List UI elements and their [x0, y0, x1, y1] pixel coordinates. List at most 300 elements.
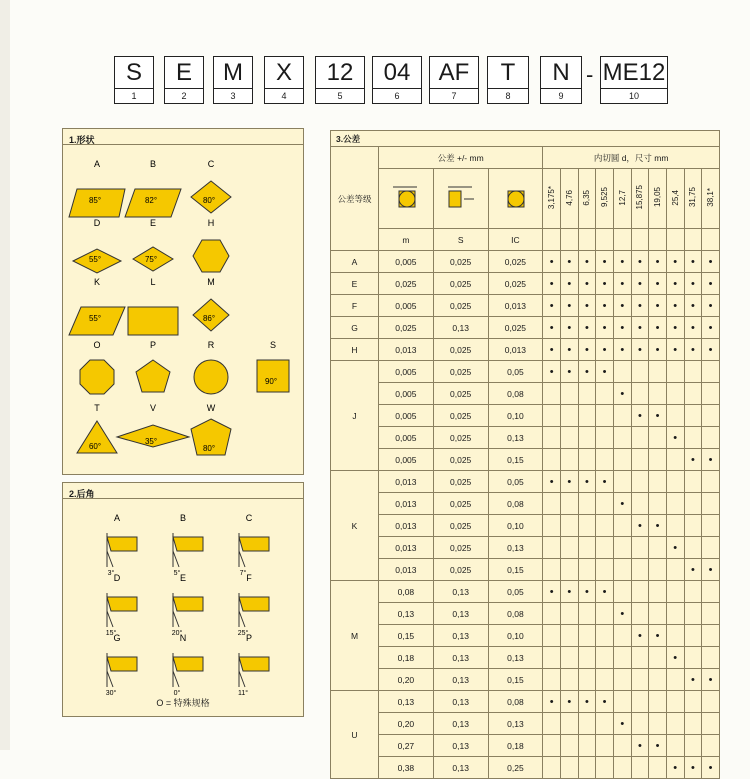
table-row: [331, 647, 720, 669]
clearance-insert-F: [239, 597, 269, 611]
empty-cell: [613, 559, 631, 581]
empty-cell: [649, 603, 667, 625]
empty-cell: [560, 713, 578, 735]
empty-cell: [543, 625, 561, 647]
empty-cell: [702, 581, 720, 603]
shape-label-O: O: [93, 340, 101, 350]
empty-cell: [666, 735, 684, 757]
empty-cell: [631, 647, 649, 669]
code-position-number: 6: [373, 88, 421, 103]
code-char: M: [223, 59, 243, 86]
empty-cell: [684, 647, 702, 669]
availability-dot: •: [596, 295, 614, 317]
tol-cell: 0,025: [433, 515, 488, 537]
empty-cell: [596, 493, 614, 515]
code-position-number: 3: [214, 88, 252, 103]
availability-dot: •: [666, 427, 684, 449]
availability-dot: •: [631, 251, 649, 273]
empty-cell: [596, 405, 614, 427]
code-box-9: [540, 56, 582, 104]
size-label: 3,175*: [547, 185, 557, 210]
code-box-8: [487, 56, 529, 104]
empty-cell: [631, 383, 649, 405]
tol-cell: 0,025: [433, 383, 488, 405]
empty-cell: [649, 713, 667, 735]
tol-cell: 0,013: [379, 559, 434, 581]
tol-cell: 0,025: [379, 273, 434, 295]
blank-hdr: [578, 229, 596, 251]
shape-S: [257, 360, 289, 392]
clearance-label-E: E: [179, 573, 187, 583]
size-label: 19,05: [653, 187, 663, 208]
tol-cell: 0,10: [488, 405, 543, 427]
empty-cell: [578, 383, 596, 405]
tol-cell: 0,025: [433, 295, 488, 317]
clearance-angles-svg: [63, 483, 305, 718]
availability-dot: •: [684, 449, 702, 471]
empty-cell: [666, 405, 684, 427]
empty-cell: [702, 625, 720, 647]
empty-cell: [666, 515, 684, 537]
tol-cell: 0,13: [379, 603, 434, 625]
size-label: 15,875: [635, 185, 645, 210]
tol-col-1: S: [433, 229, 488, 251]
availability-dot: •: [702, 317, 720, 339]
code-char: N: [552, 59, 570, 86]
clearance-angle-B: 5°: [173, 570, 181, 577]
shape-label-B: B: [149, 159, 157, 169]
clearance-label-B: B: [179, 513, 187, 523]
availability-dot: •: [578, 295, 596, 317]
availability-dot: •: [702, 251, 720, 273]
size-label: 4,76: [564, 189, 574, 206]
empty-cell: [631, 669, 649, 691]
code-box-10: [600, 56, 668, 104]
tol-cell: 0,05: [488, 581, 543, 603]
shape-label-A: A: [93, 159, 101, 169]
empty-cell: [613, 691, 631, 713]
tol-cell: 0,18: [488, 735, 543, 757]
code-position-number: 7: [430, 88, 478, 103]
availability-dot: •: [666, 317, 684, 339]
empty-cell: [649, 559, 667, 581]
tol-cell: 0,025: [433, 427, 488, 449]
left-margin-strip: [0, 0, 10, 750]
grade-J: J: [331, 361, 379, 471]
empty-cell: [649, 383, 667, 405]
tol-col-0: m: [379, 229, 434, 251]
availability-dot: •: [560, 295, 578, 317]
shapes-panel-title: 1.形状: [69, 135, 95, 145]
availability-dot: •: [596, 581, 614, 603]
size-col-7: [666, 169, 684, 229]
availability-dot: •: [560, 339, 578, 361]
table-row: [331, 713, 720, 735]
blank-hdr: [543, 229, 561, 251]
tol-cell: 0,005: [379, 427, 434, 449]
availability-dot: •: [649, 251, 667, 273]
tol-cell: 0,005: [379, 295, 434, 317]
tol-cell: 0,005: [379, 361, 434, 383]
empty-cell: [631, 361, 649, 383]
availability-dot: •: [649, 317, 667, 339]
table-row: [331, 405, 720, 427]
empty-cell: [666, 361, 684, 383]
availability-dot: •: [613, 251, 631, 273]
code-char: S: [125, 59, 142, 86]
empty-cell: [560, 383, 578, 405]
clearance-insert-C: [239, 537, 269, 551]
tol-diagram-s-icon: [446, 183, 476, 213]
empty-cell: [702, 713, 720, 735]
availability-dot: •: [631, 405, 649, 427]
size-col-0: [543, 169, 561, 229]
size-col-6: [649, 169, 667, 229]
empty-cell: [543, 647, 561, 669]
clearance-insert-N: [173, 657, 203, 671]
tol-cell: 0,05: [488, 471, 543, 493]
empty-cell: [560, 625, 578, 647]
shape-label-R: R: [207, 340, 215, 350]
code-char: 12: [326, 59, 354, 86]
tol-cell: 0,15: [488, 559, 543, 581]
availability-dot: •: [684, 273, 702, 295]
code-char: X: [275, 59, 292, 86]
availability-dot: •: [702, 449, 720, 471]
clearance-label-N: N: [179, 633, 187, 643]
empty-cell: [578, 669, 596, 691]
table-row: [331, 493, 720, 515]
empty-cell: [578, 647, 596, 669]
table-row: [331, 339, 720, 361]
shape-label-L: L: [150, 277, 156, 287]
shape-angle-K: 55°: [88, 314, 102, 323]
empty-cell: [702, 647, 720, 669]
availability-dot: •: [613, 603, 631, 625]
empty-cell: [613, 537, 631, 559]
clearance-label-A: A: [113, 513, 121, 523]
tol-cell: 0,13: [433, 757, 488, 779]
code-box-1: [114, 56, 154, 104]
tol-cell: 0,13: [433, 603, 488, 625]
availability-dot: •: [631, 339, 649, 361]
tol-header: 公差 +/- mm: [379, 147, 543, 169]
code-position-number: 4: [265, 88, 303, 103]
tol-cell: 0,10: [488, 515, 543, 537]
availability-dot: •: [684, 317, 702, 339]
empty-cell: [649, 669, 667, 691]
availability-dot: •: [684, 669, 702, 691]
availability-dot: •: [596, 339, 614, 361]
code-box-7: [429, 56, 479, 104]
tol-cell: 0,025: [379, 317, 434, 339]
empty-cell: [613, 669, 631, 691]
availability-dot: •: [560, 581, 578, 603]
empty-cell: [649, 449, 667, 471]
tol-cell: 0,20: [379, 713, 434, 735]
tol-cell: 0,005: [379, 449, 434, 471]
empty-cell: [702, 537, 720, 559]
tol-cell: 0,15: [488, 669, 543, 691]
tol-cell: 0,38: [379, 757, 434, 779]
empty-cell: [666, 691, 684, 713]
empty-cell: [613, 427, 631, 449]
code-box-5: [315, 56, 365, 104]
empty-cell: [684, 405, 702, 427]
tol-cell: 0,13: [433, 735, 488, 757]
empty-cell: [631, 427, 649, 449]
clearance-insert-G: [107, 657, 137, 671]
shape-label-C: C: [207, 159, 215, 169]
tol-cell: 0,013: [379, 537, 434, 559]
availability-dot: •: [560, 691, 578, 713]
tol-cell: 0,08: [488, 383, 543, 405]
empty-cell: [666, 581, 684, 603]
empty-cell: [631, 471, 649, 493]
empty-cell: [596, 625, 614, 647]
code-position-number: 8: [488, 88, 528, 103]
special-spec-note: O = 特殊规格: [156, 698, 210, 708]
clearance-angle-D: 15°: [105, 630, 117, 637]
availability-dot: •: [578, 273, 596, 295]
empty-cell: [578, 515, 596, 537]
empty-cell: [613, 361, 631, 383]
availability-dot: •: [631, 317, 649, 339]
empty-cell: [543, 449, 561, 471]
empty-cell: [702, 735, 720, 757]
empty-cell: [560, 735, 578, 757]
empty-cell: [578, 449, 596, 471]
shape-label-D: D: [93, 218, 101, 228]
availability-dot: •: [578, 317, 596, 339]
availability-dot: •: [613, 317, 631, 339]
tol-cell: 0,10: [488, 625, 543, 647]
clearance-panel: [62, 482, 304, 717]
shape-O: [80, 360, 114, 394]
tol-cell: 0,005: [379, 405, 434, 427]
availability-dot: •: [543, 581, 561, 603]
tol-cell: 0,025: [433, 405, 488, 427]
blank-hdr: [702, 229, 720, 251]
tol-icon-ic: [488, 169, 543, 229]
availability-dot: •: [596, 251, 614, 273]
code-box-3: [213, 56, 253, 104]
empty-cell: [684, 493, 702, 515]
empty-cell: [702, 603, 720, 625]
size-label: 38,1*: [706, 188, 716, 207]
availability-dot: •: [578, 581, 596, 603]
availability-dot: •: [649, 295, 667, 317]
clearance-insert-E: [173, 597, 203, 611]
empty-cell: [578, 735, 596, 757]
code-position-number: 10: [601, 88, 667, 103]
shape-label-E: E: [149, 218, 157, 228]
empty-cell: [543, 735, 561, 757]
code-char: AF: [438, 59, 470, 86]
tol-cell: 0,15: [379, 625, 434, 647]
availability-dot: •: [631, 735, 649, 757]
empty-cell: [631, 713, 649, 735]
shape-angle-C: 80°: [202, 196, 216, 205]
empty-cell: [666, 383, 684, 405]
size-label: 25,4: [670, 189, 680, 206]
empty-cell: [578, 405, 596, 427]
empty-cell: [613, 625, 631, 647]
tol-cell: 0,025: [433, 251, 488, 273]
availability-dot: •: [666, 251, 684, 273]
empty-cell: [543, 383, 561, 405]
empty-cell: [560, 449, 578, 471]
availability-dot: •: [560, 317, 578, 339]
code-position-number: 1: [115, 88, 153, 103]
availability-dot: •: [702, 757, 720, 779]
size-col-1: [560, 169, 578, 229]
empty-cell: [649, 647, 667, 669]
empty-cell: [543, 559, 561, 581]
tol-cell: 0,025: [433, 361, 488, 383]
empty-cell: [560, 647, 578, 669]
availability-dot: •: [543, 273, 561, 295]
table-row: [331, 515, 720, 537]
clearance-angle-E: 20°: [171, 630, 183, 637]
shape-angle-D: 55°: [88, 255, 102, 264]
empty-cell: [560, 669, 578, 691]
empty-cell: [666, 471, 684, 493]
tol-diagram-ic-icon: [500, 183, 530, 213]
clearance-angle-A: 3°: [107, 570, 115, 577]
tol-cell: 0,025: [433, 493, 488, 515]
tol-cell: 0,13: [488, 713, 543, 735]
tol-icon-m: [379, 169, 434, 229]
table-row: [331, 757, 720, 779]
availability-dot: •: [631, 515, 649, 537]
shape-angle-E: 75°: [144, 255, 158, 264]
empty-cell: [560, 603, 578, 625]
availability-dot: •: [666, 295, 684, 317]
tol-cell: 0,13: [433, 713, 488, 735]
availability-dot: •: [578, 691, 596, 713]
shape-P: [136, 360, 170, 392]
empty-cell: [684, 691, 702, 713]
tolerance-table: [330, 130, 720, 779]
empty-cell: [649, 427, 667, 449]
availability-dot: •: [666, 757, 684, 779]
empty-cell: [631, 493, 649, 515]
empty-cell: [560, 537, 578, 559]
empty-cell: [684, 515, 702, 537]
tol-cell: 0,025: [488, 273, 543, 295]
empty-cell: [596, 449, 614, 471]
empty-cell: [578, 537, 596, 559]
tol-cell: 0,08: [379, 581, 434, 603]
size-label: 6,35: [582, 189, 592, 206]
empty-cell: [596, 603, 614, 625]
empty-cell: [596, 735, 614, 757]
clearance-angle-P: 11°: [237, 690, 249, 697]
table-row: [331, 559, 720, 581]
code-char: 04: [383, 59, 411, 86]
blank-hdr: [596, 229, 614, 251]
empty-cell: [684, 537, 702, 559]
grade-H: H: [331, 339, 379, 361]
empty-cell: [649, 691, 667, 713]
shape-label-K: K: [93, 277, 101, 287]
tol-cell: 0,005: [379, 383, 434, 405]
availability-dot: •: [596, 361, 614, 383]
availability-dot: •: [596, 273, 614, 295]
tol-cell: 0,025: [433, 449, 488, 471]
shape-H: [193, 240, 229, 272]
empty-cell: [684, 735, 702, 757]
code-char: E: [175, 59, 192, 86]
availability-dot: •: [596, 317, 614, 339]
empty-cell: [613, 581, 631, 603]
empty-cell: [578, 559, 596, 581]
tol-cell: 0,08: [488, 493, 543, 515]
empty-cell: [702, 361, 720, 383]
empty-cell: [596, 515, 614, 537]
table-row: [331, 581, 720, 603]
empty-cell: [684, 383, 702, 405]
shape-angle-B: 82°: [144, 196, 158, 205]
grade-E: E: [331, 273, 379, 295]
empty-cell: [702, 493, 720, 515]
empty-cell: [560, 405, 578, 427]
empty-cell: [649, 537, 667, 559]
grade-F: F: [331, 295, 379, 317]
availability-dot: •: [560, 471, 578, 493]
empty-cell: [543, 669, 561, 691]
availability-dot: •: [560, 273, 578, 295]
code-position-number: 9: [541, 88, 581, 103]
grade-K: K: [331, 471, 379, 581]
empty-cell: [631, 691, 649, 713]
empty-cell: [578, 427, 596, 449]
empty-cell: [543, 405, 561, 427]
empty-cell: [543, 603, 561, 625]
empty-cell: [649, 581, 667, 603]
tol-cell: 0,13: [488, 647, 543, 669]
availability-dot: •: [543, 251, 561, 273]
availability-dot: •: [578, 471, 596, 493]
shape-label-M: M: [207, 277, 215, 287]
tol-cell: 0,08: [488, 691, 543, 713]
insert-shapes-svg: [63, 129, 305, 476]
clearance-label-F: F: [246, 573, 252, 583]
table-row: [331, 383, 720, 405]
availability-dot: •: [649, 625, 667, 647]
size-col-4: [613, 169, 631, 229]
size-col-5: [631, 169, 649, 229]
size-label: 31,75: [688, 187, 698, 208]
tol-cell: 0,025: [433, 339, 488, 361]
tol-cell: 0,025: [488, 317, 543, 339]
clearance-angle-G: 30°: [105, 690, 117, 697]
size-label: 12,7: [617, 189, 627, 206]
table-row: [331, 273, 720, 295]
availability-dot: •: [613, 339, 631, 361]
shape-angle-M: 86°: [202, 314, 216, 323]
tol-cell: 0,13: [379, 691, 434, 713]
empty-cell: [631, 449, 649, 471]
availability-dot: •: [649, 273, 667, 295]
tol-cell: 0,13: [433, 625, 488, 647]
empty-cell: [578, 603, 596, 625]
tol-col-2: IC: [488, 229, 543, 251]
availability-dot: •: [649, 515, 667, 537]
availability-dot: •: [631, 625, 649, 647]
tol-cell: 0,025: [433, 471, 488, 493]
